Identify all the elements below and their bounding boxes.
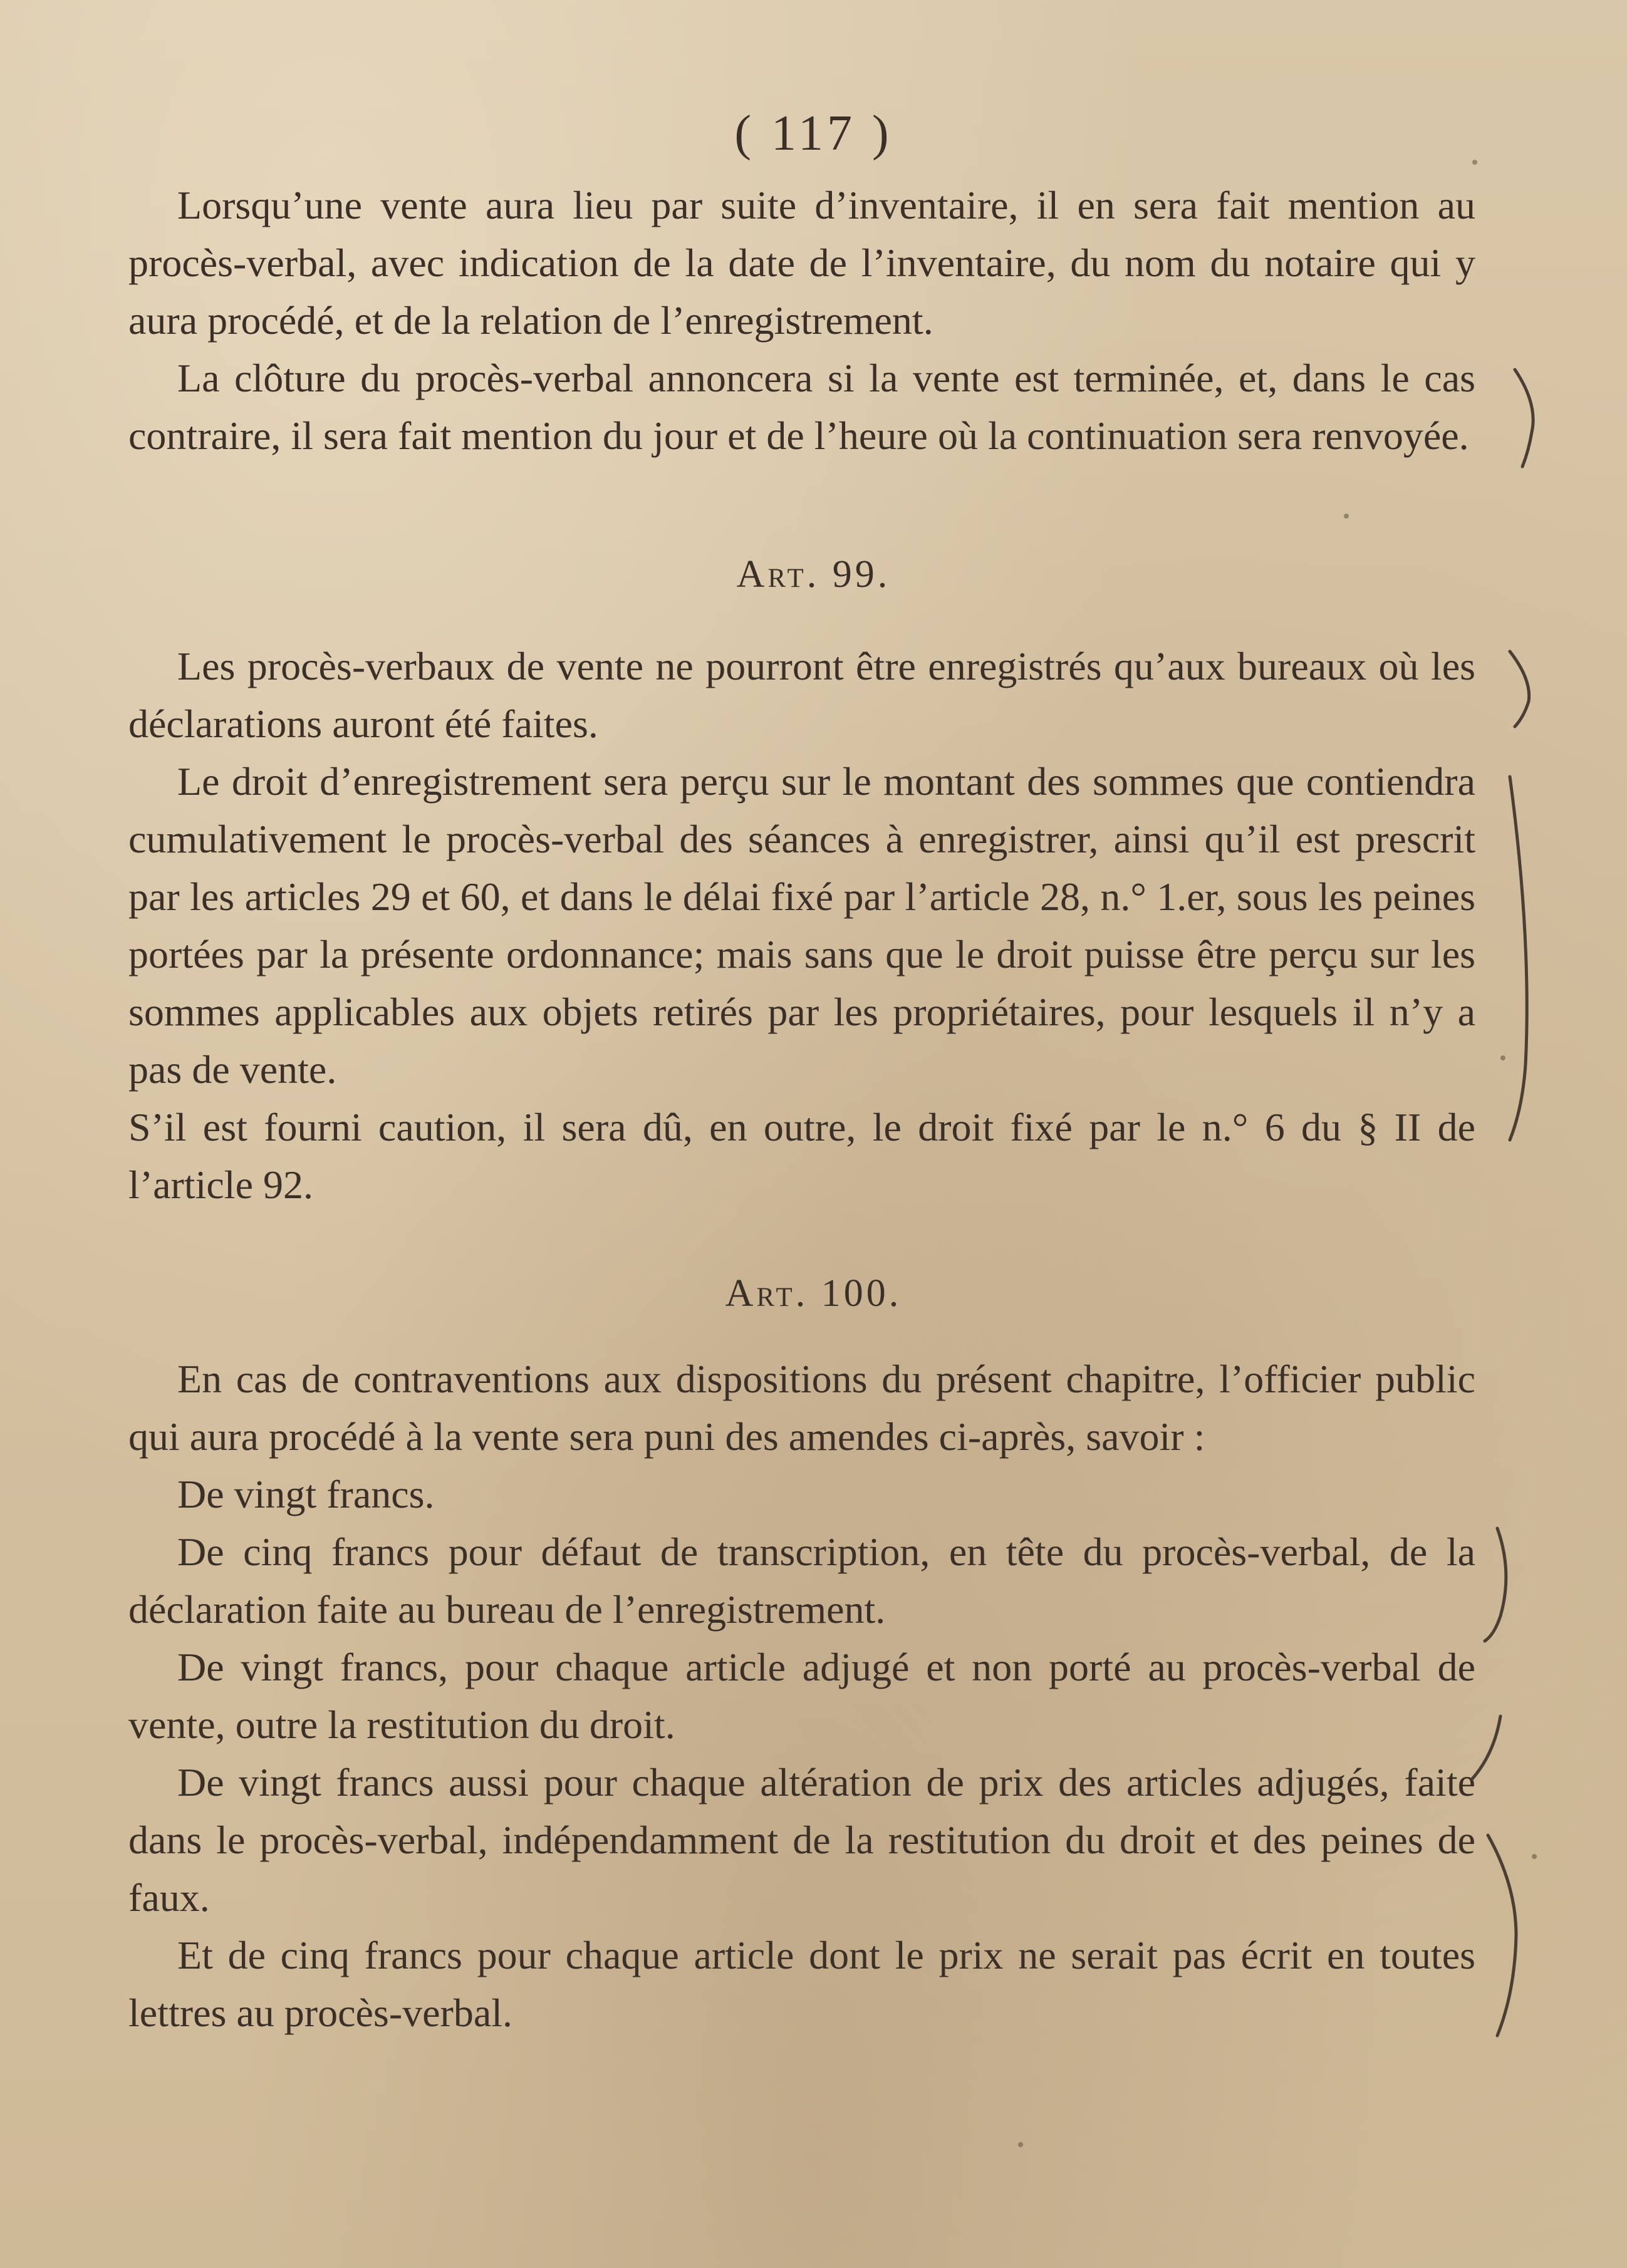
bracket-mark [1510,651,1529,727]
paragraph-contraventions: En cas de contraventions aux dispositions du présent chapitre, l’officier public qui aura procédé à la vente sera puni des amendes ci-après, savoir : [128,1357,1475,1459]
paragraph-fine-price-alteration: De vingt francs aussi pour chaque altération de prix des articles adjugés, faite dans le procès-verbal, indépendamment de la restitution du droit et des peines de faux. [128,1760,1475,1920]
paragraph-closing-minutes: La clôture du procès-verbal annoncera si la vente est terminée, et, dans le cas contraire, il sera fait mention du jour et de l’heure où la continuation sera renvoyée. [128,356,1475,458]
paper-speck [1344,514,1349,519]
article-100-text [128,1350,1475,2042]
bracket-mark [1515,370,1533,467]
paper-speck [1018,2142,1023,2147]
paragraph-inventory-sale: Lorsqu’une vente aura lieu par suite d’inventaire, il en sera fait mention au procès-verbal, avec indication de la date de l’inventaire, du nom du notaire qui y aura procédé, et de la relation de l’enregistrement. [128,183,1475,343]
section-1-text [128,177,1475,465]
paragraph-fine-twenty: De vingt francs. [177,1472,435,1516]
paper-speck [1472,160,1477,165]
bracket-mark [1510,777,1527,1140]
paragraph-surety: S’il est fourni caution, il sera dû, en outre, le droit fixé par le n.° 6 du § II de l’article 92. [128,1105,1475,1207]
article-100-heading: Art. 100. [725,1272,902,1315]
page-number: ( 117 ) [734,106,893,161]
article-99-heading: Art. 99. [736,553,891,596]
paper-speck [1532,1854,1537,1859]
paragraph-registration-offices: Les procès-verbaux de vente ne pourront être enregistrés qu’aux bureaux où les déclarations auront été faites. [128,644,1475,746]
bracket-mark [1488,1835,1516,2036]
bracket-mark [1472,1716,1500,1779]
paragraph-fine-price-in-letters: Et de cinq francs pour chaque article dont le prix ne serait pas écrit en toutes lettres au procès-verbal. [128,1933,1475,2035]
article-99-text [128,638,1475,1214]
paragraph-registration-duty: Le droit d’enregistrement sera perçu sur le montant des sommes que contiendra cumulativement le procès-verbal des séances à enregistrer, ainsi qu’il est prescrit par les articles 29 et 60, et dans le délai fixé par l’article 28, n.° 1.er, sous les peines portées par la présente ordonnance; mais sans que le droit puisse être perçu sur les sommes applicables aux objets retirés par les propriétaires, pour lesquels il n’y a pas de vente. [128,759,1475,1092]
paragraph-fine-transcription: De cinq francs pour défaut de transcription, en tête du procès-verbal, de la déclaration faite au bureau de l’enregistrement. [128,1530,1475,1632]
paragraph-fine-unrecorded-article: De vingt francs, pour chaque article adjugé et non porté au procès-verbal de vente, outre la restitution du droit. [128,1645,1475,1747]
bracket-mark [1485,1528,1506,1641]
paper-speck [1500,1055,1505,1060]
